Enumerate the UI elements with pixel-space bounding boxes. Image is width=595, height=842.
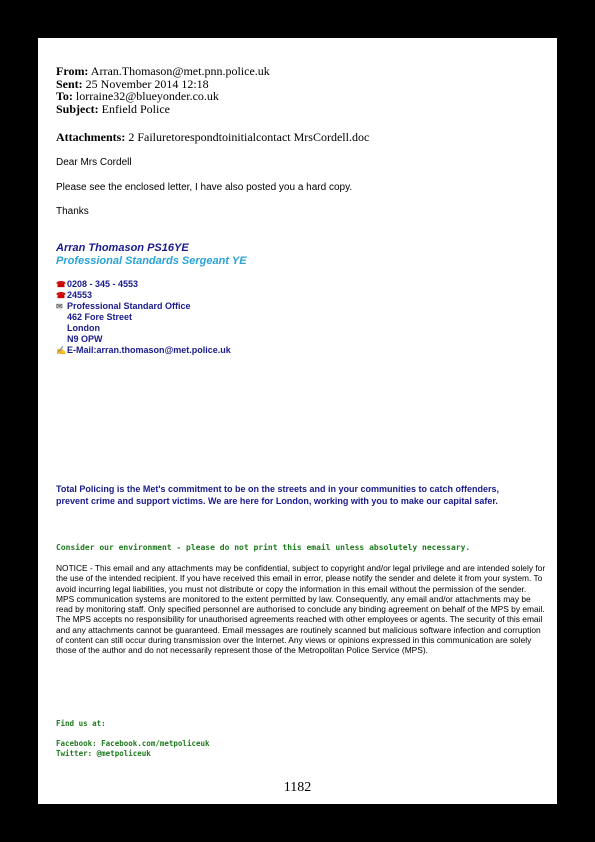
signature-title: Professional Standards Sergeant YE <box>56 255 247 267</box>
to-line: To: lorraine32@blueyonder.co.uk <box>56 89 219 103</box>
attachments-line: Attachments: 2 Failuretorespondtoinitialcontact MrsCordell.doc <box>56 130 370 144</box>
total-policing-statement: Total Policing is the Met's commitment to be on the streets and in your communities to catch offenders, prevent crime and support victims. We are here for London, working with you to make our capital safer. <box>56 484 500 506</box>
email-body: Please see the enclosed letter, I have also posted you a hard copy. <box>56 182 353 193</box>
confidentiality-notice: NOTICE - This email and any attachments may be confidential, subject to copyright and/or legal privilege and are intended solely for the use of the intended recipient. If you have received this email in error, please notify the sender and delete it from your system. To avoid incurring legal liabilities, you must not distribute or copy the information in this email without the permission of the sender. MPS communication systems are monitored to the extent permitted by law. Consequently, any email and/or attachments may be read by monitoring staff. Only specified personnel are authorised to conclude any binding agreement on behalf of the MPS by email. The MPS accepts no responsibility for unauthorised agreements reached with other employees or agents. The security of this email and any attachments cannot be guaranteed. Email messages are routinely scanned but malicious software infection and corruption of content can still occur during transmission over the Internet. Any views or opinions expressed in this communication are solely those of the author and do not necessarily represent those of the Metropolitan Police Service (MPS). <box>56 563 546 656</box>
contact-block <box>56 279 231 356</box>
social-links <box>56 719 210 759</box>
subject-text: Enfield Police <box>101 101 170 116</box>
to-address: lorraine32@blueyonder.co.uk <box>75 89 219 103</box>
twitter-link[interactable]: Twitter: @metpoliceuk <box>56 749 151 758</box>
from-address: Arran.Thomason@met.pnn.police.uk <box>90 64 270 78</box>
envelope-icon: ✉ <box>56 302 63 311</box>
attachment-filename: 2 Failuretorespondtoinitialcontact MrsCordell.doc <box>128 130 370 144</box>
phone-icon: ☎ <box>56 291 66 300</box>
from-line: From: Arran.Thomason@met.pnn.police.uk <box>56 64 270 78</box>
extension-number: 24553 <box>67 290 93 300</box>
subject-line: Subject: Enfield Police <box>56 101 170 116</box>
document-page <box>38 38 557 804</box>
environment-note: Consider our environment - please do not print this email unless absolutely necessary. <box>56 543 471 552</box>
closing: Thanks <box>56 206 89 217</box>
email-link[interactable]: E-Mail:arran.thomason@met.police.uk <box>67 345 231 355</box>
office-name: Professional Standard Office <box>67 301 191 311</box>
email-icon: ✍ <box>56 346 66 355</box>
facebook-link[interactable]: Facebook: Facebook.com/metpoliceuk <box>56 739 210 748</box>
sent-line: Sent: 25 November 2014 12:18 <box>56 76 209 91</box>
page-number: 1182 <box>283 780 312 795</box>
find-us-label: Find us at: <box>56 719 106 728</box>
phone-number: 0208 - 345 - 4553 <box>67 279 139 289</box>
sent-date: 25 November 2014 12:18 <box>85 76 209 91</box>
phone-icon: ☎ <box>56 280 66 289</box>
signature-name: Arran Thomason PS16YE <box>56 242 189 254</box>
city: London <box>67 323 100 333</box>
email-header <box>56 65 270 115</box>
postcode: N9 OPW <box>67 334 103 344</box>
street-address: 462 Fore Street <box>67 312 133 322</box>
greeting: Dear Mrs Cordell <box>56 157 132 168</box>
